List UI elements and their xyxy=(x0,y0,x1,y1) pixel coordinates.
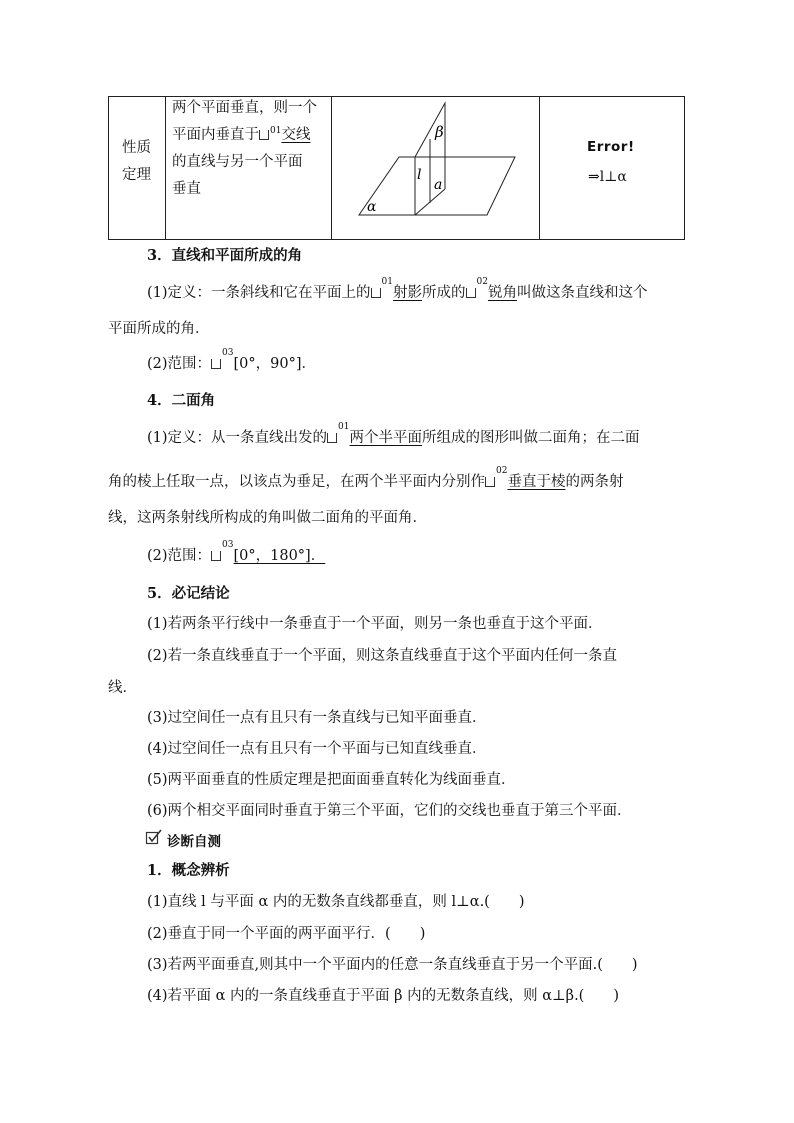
conclusion-item: (5)两平面垂直的性质定理是把面面垂直转化为线面垂直． xyxy=(147,772,516,788)
checkmark-icon xyxy=(145,828,163,846)
s4-definition-line2: 角的棱上任取一点，以该点为垂足，在两个半平面内分别作$^{02}$垂直于棱的两条射 xyxy=(108,466,624,490)
s3-definition: (1)定义：一条斜线和它在平面上的$^{01}$射影所成的$^{02}$锐角叫做这条直线和这个 xyxy=(147,277,648,301)
section-3-heading: 3．直线和平面所成的角 xyxy=(147,247,303,264)
answer-box xyxy=(485,477,495,487)
conclusion-item: (3)过空间任一点有且只有一条直线与已知平面垂直． xyxy=(147,710,487,726)
row-header: 性质 定理 xyxy=(122,140,151,183)
theorem-text: 两个平面垂直，则一个 平面内垂直于 $^{01}$交线 的直线与另一个平面 垂直 xyxy=(172,100,317,197)
table-divider xyxy=(165,97,166,239)
s4-definition: (1)定义：从一条直线出发的$^{01}$两个半平面所组成的图形叫做二面角；在二面 xyxy=(147,422,640,446)
table-divider xyxy=(331,97,332,239)
conclusion-item: (2)若一条直线垂直于一个平面，则这条直线垂直于这个平面内任何一条直 xyxy=(147,648,618,664)
alpha-label: α xyxy=(367,199,377,215)
conclusion-item: 线． xyxy=(108,680,137,696)
property-table xyxy=(108,96,685,240)
conclusion-item: (6)两个相交平面同时垂直于第三个平面，它们的交线也垂直于第三个平面． xyxy=(147,803,632,819)
question-item: (2)垂直于同一个平面的两平面平行．( ) xyxy=(147,926,426,942)
beta-label: β xyxy=(435,123,444,141)
answer-box xyxy=(211,359,221,369)
l-label: l xyxy=(417,167,422,183)
section-5-heading: 5．必记结论 xyxy=(147,585,230,602)
answer-box xyxy=(327,433,337,443)
question-item: (1)直线 l 与平面 α 内的无数条直线都垂直，则 l⊥α.( ) xyxy=(147,894,525,910)
a-label: a xyxy=(434,177,443,193)
answer-box xyxy=(259,130,269,140)
s4-range: (2)范围：$^{03}$[0°，180°]． xyxy=(147,540,326,564)
error-text: Error! xyxy=(587,139,635,155)
answer-box xyxy=(371,288,381,298)
table-divider xyxy=(539,97,540,239)
section-4-heading: 4．二面角 xyxy=(147,392,216,409)
diagnostic-heading: 诊断自测 xyxy=(167,834,221,850)
s3-definition-line2: 平面所成的角． xyxy=(108,321,210,337)
formula-text: ⇒l⊥α xyxy=(588,169,627,185)
s3-range: (2)范围：$^{03}$[0°，90°]． xyxy=(147,348,316,372)
concept-heading: 1．概念辨析 xyxy=(147,862,230,879)
question-item: (3)若两平面垂直,则其中一个平面内的任意一条直线垂直于另一个平面.( ) xyxy=(147,957,638,973)
s4-definition-line3: 线，这两条射线所构成的角叫做二面角的平面角． xyxy=(108,510,427,526)
answer-box xyxy=(211,551,221,561)
conclusion-item: (4)过空间任一点有且只有一个平面与已知直线垂直． xyxy=(147,741,487,757)
conclusion-item: (1)若两条平行线中一条垂直于一个平面，则另一条也垂直于这个平面． xyxy=(147,616,603,632)
question-item: (4)若平面 α 内的一条直线垂直于平面 β 内的无数条直线，则 α⊥β.( ) xyxy=(147,988,619,1004)
answer-box xyxy=(466,288,476,298)
perpendicular-planes-figure xyxy=(337,99,537,237)
